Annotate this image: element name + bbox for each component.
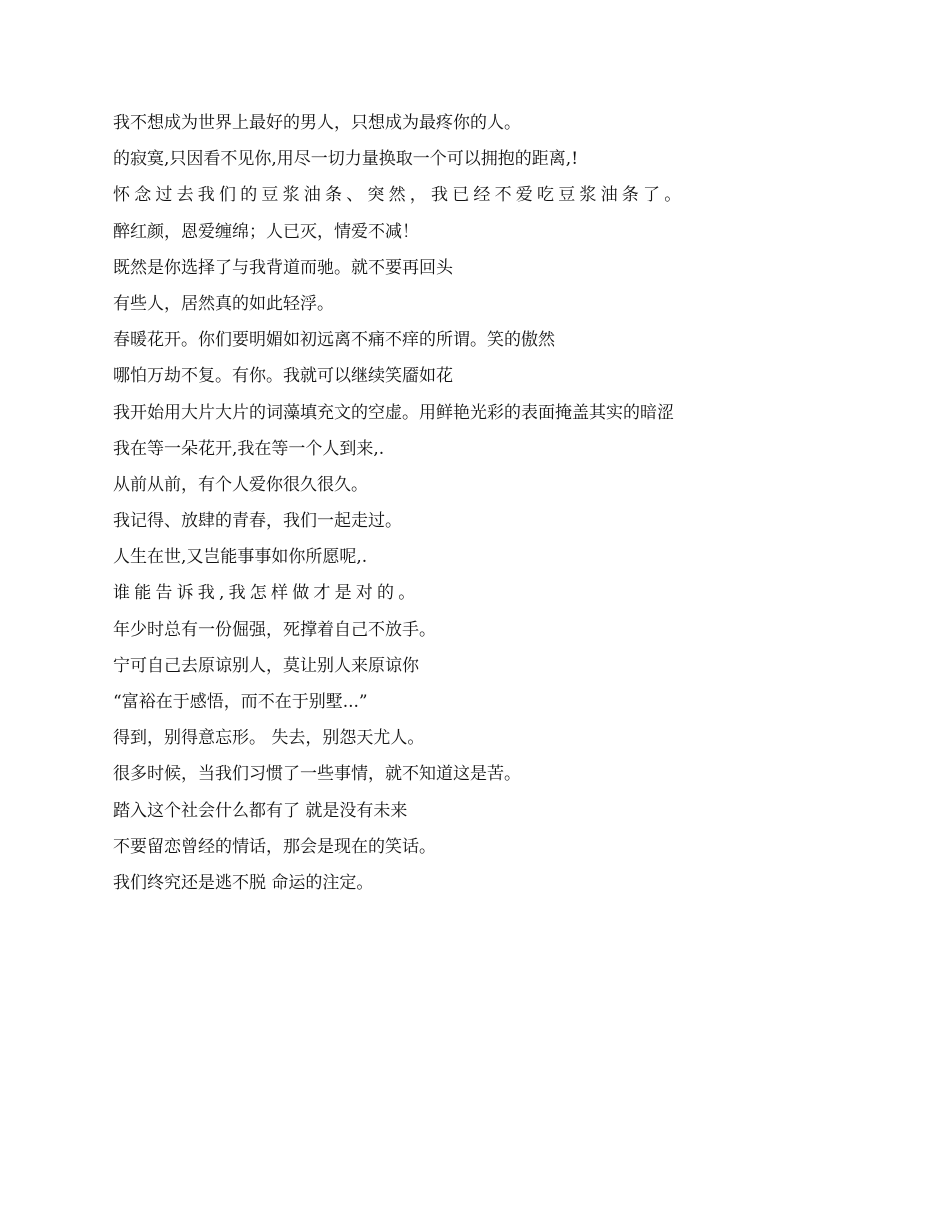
text-line: 从前从前，有个人爱你很久很久。 — [113, 474, 368, 495]
text-line: 有些人，居然真的如此轻浮。 — [113, 293, 334, 314]
text-line: 哪怕万劫不复。有你。我就可以继续笑靥如花 — [113, 366, 453, 387]
text-line: 得到，别得意忘形。 失去，别怨天尤人。 — [113, 728, 425, 749]
text-line: 谁能告诉我,我怎样做才是对的。 — [113, 583, 420, 604]
text-line: “富裕在于感悟，而不在于别墅...” — [113, 692, 368, 712]
text-line: 醉红颜，恩爱缠绵；人已灭，情爱不减！ — [113, 221, 419, 242]
text-line: 的寂寞,只因看不见你,用尽一切力量换取一个可以拥抱的距离,! — [113, 149, 579, 170]
text-line: 我在等一朵花开,我在等一个人到来,. — [113, 438, 385, 459]
text-line: 踏入这个社会什么都有了 就是没有未来 — [113, 800, 408, 821]
text-line: 年少时总有一份倔强，死撑着自己不放手。 — [113, 619, 436, 640]
text-line: 怀念过去我们的豆浆油条、突然，我已经不爱吃豆浆油条了。 — [113, 185, 686, 206]
text-line: 我不想成为世界上最好的男人，只想成为最疼你的人。 — [113, 113, 521, 133]
text-line: 春暖花开。你们要明媚如初远离不痛不痒的所谓。笑的傲然 — [113, 330, 555, 351]
text-line: 我开始用大片大片的词藻填充文的空虚。用鲜艳光彩的表面掩盖其实的暗涩 — [113, 402, 674, 423]
text-line: 我们终究还是逃不脱 命运的注定。 — [113, 872, 374, 893]
text-body — [113, 109, 873, 905]
text-line: 宁可自己去原谅别人，莫让别人来原谅你 — [113, 655, 419, 676]
text-line: 不要留恋曾经的情话，那会是现在的笑话。 — [113, 836, 436, 857]
text-line: 人生在世,又岂能事事如你所愿呢,. — [113, 547, 368, 568]
text-line: 我记得、放肆的青春，我们一起走过。 — [113, 511, 402, 532]
text-line: 很多时候，当我们习惯了一些事情，就不知道这是苦。 — [113, 764, 521, 785]
text-line: 既然是你选择了与我背道而驰。就不要再回头 — [113, 257, 453, 278]
